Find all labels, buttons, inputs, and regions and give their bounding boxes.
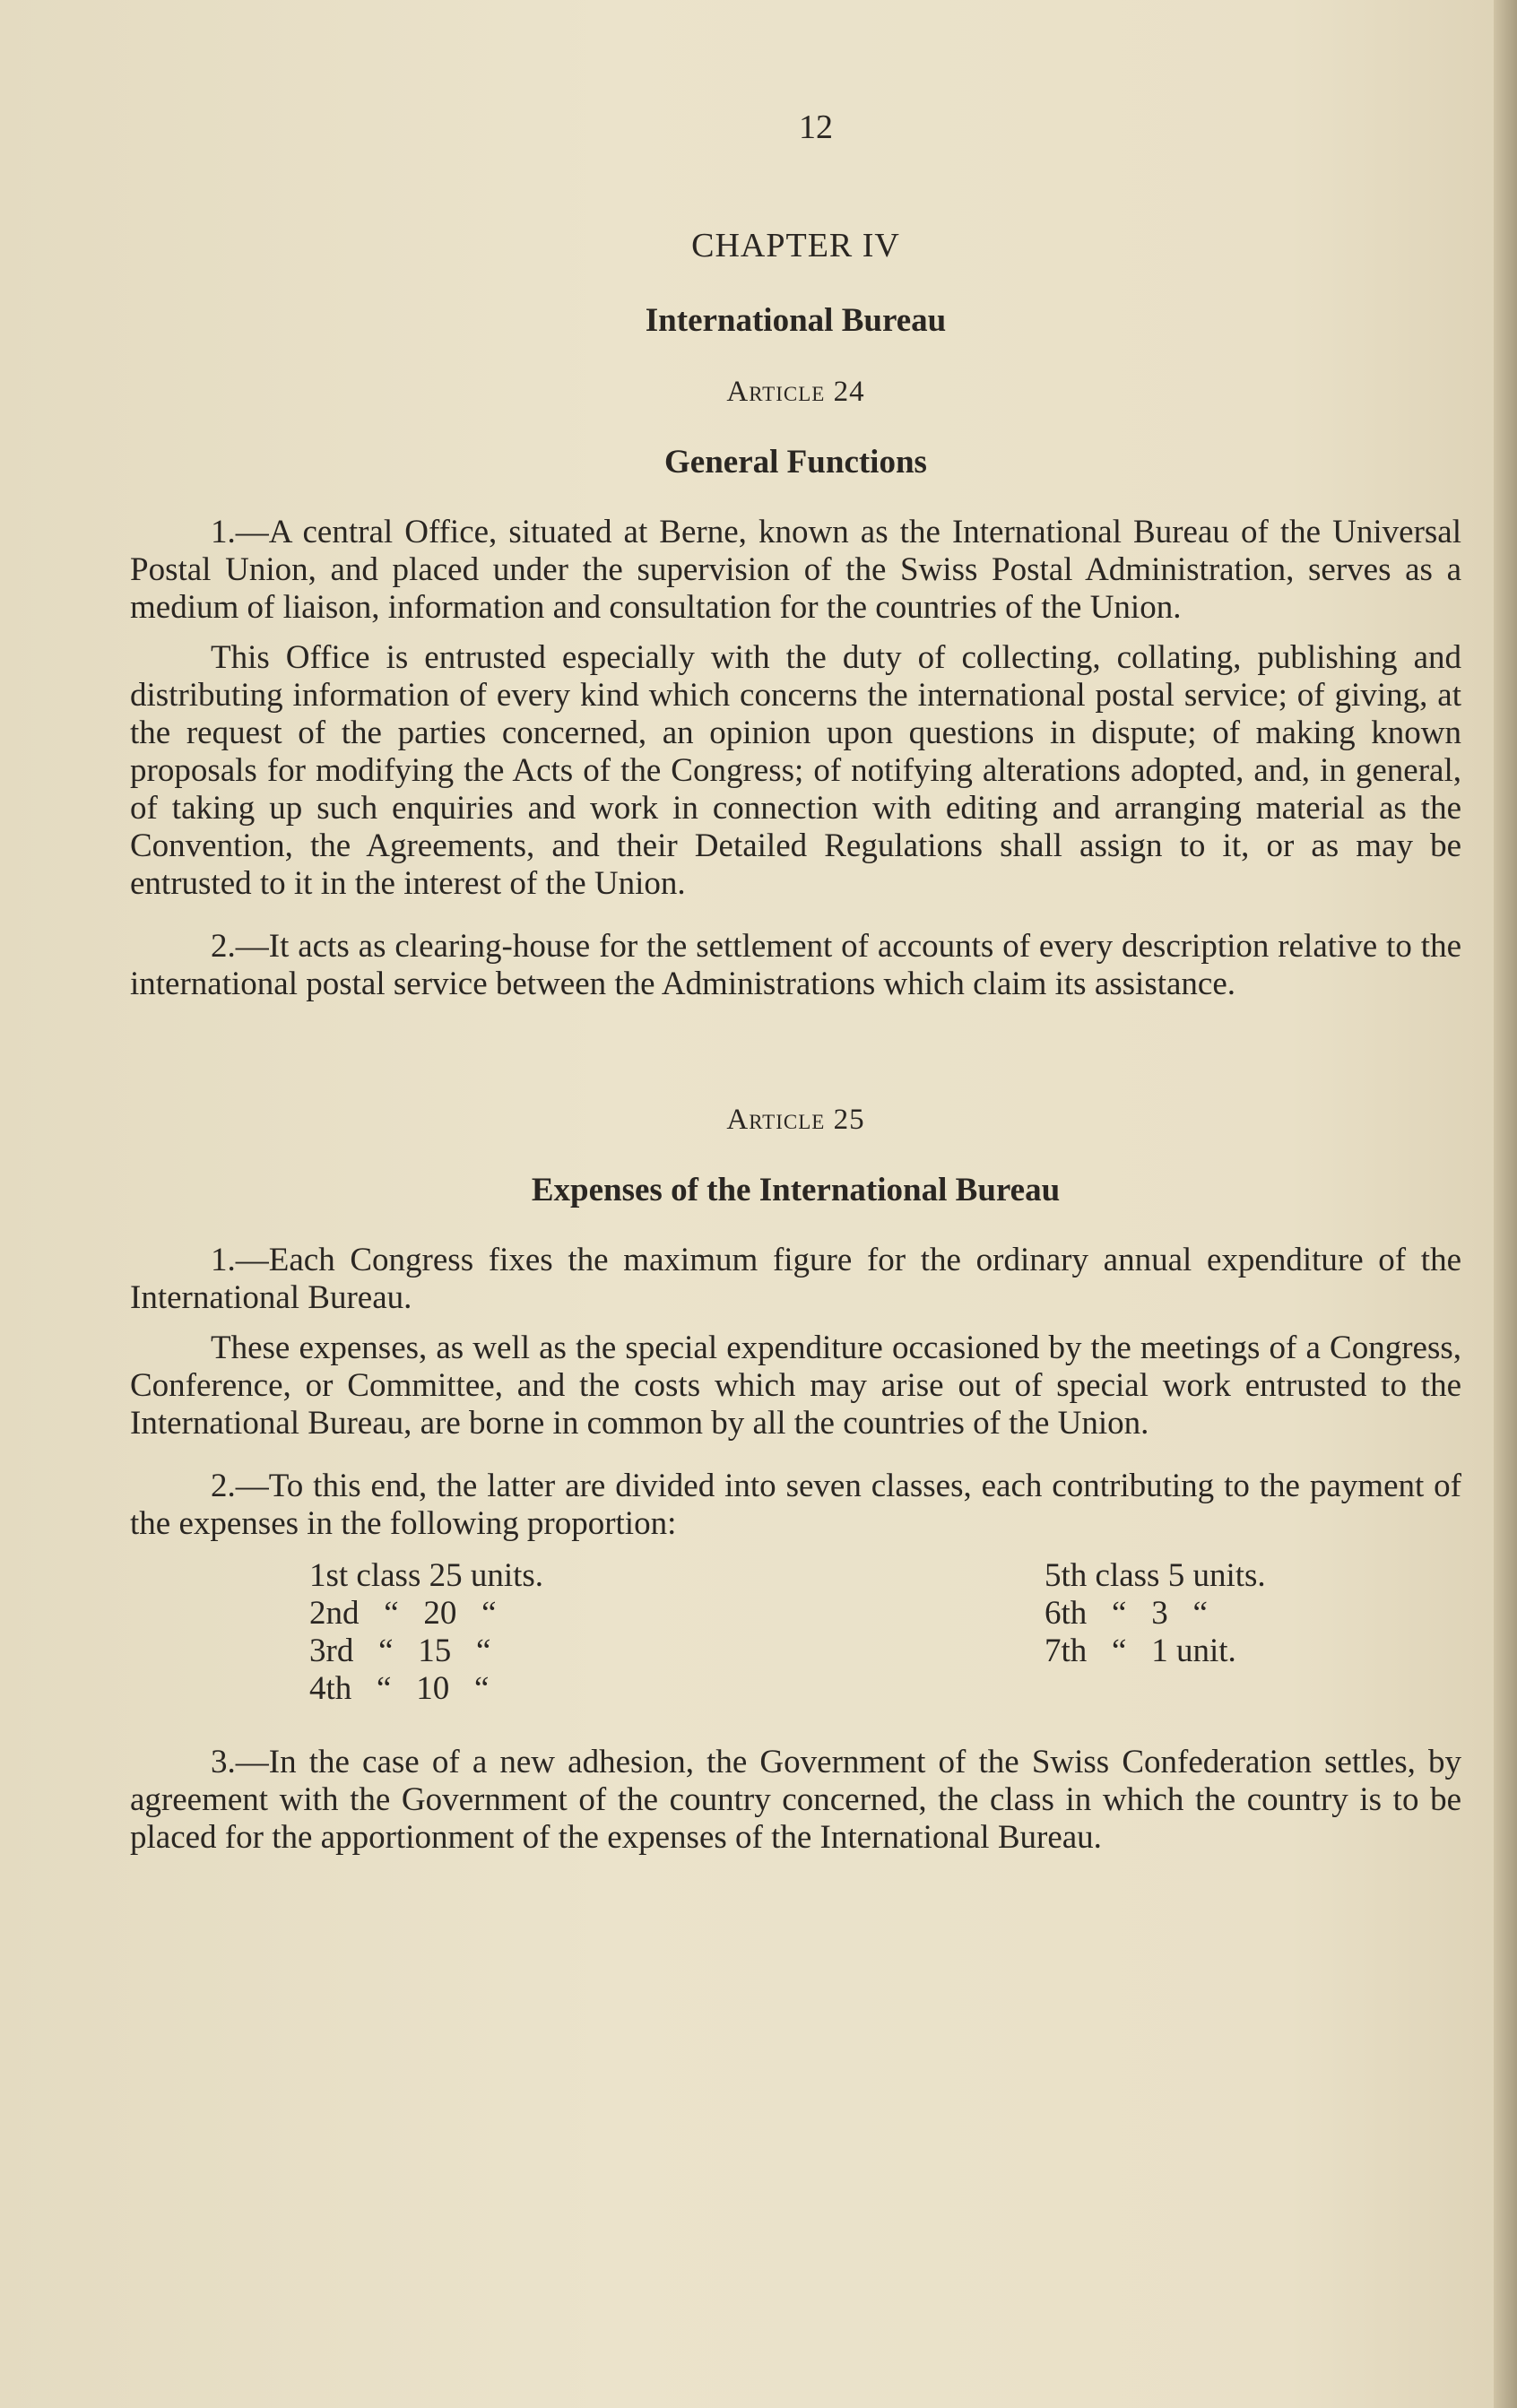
class-row: 1st class 25 units. — [309, 1557, 544, 1594]
chapter-title: International Bureau — [645, 302, 947, 339]
class-row: 4th “ 10 “ — [309, 1670, 490, 1707]
article-24-title: General Functions — [664, 444, 927, 481]
paragraph: 2.—It acts as clearing-house for the settlement of accounts of every description relative to the international postal service between the Administrations which claim its assistance. — [130, 928, 1461, 1002]
paragraph: This Office is entrusted especially with the duty of collecting, collating, publishing and distributing information of every kind which concerns the international postal service; of giving, at the request of the parties concerned, an opinion upon questions in dispute; of making known proposals for modifying the Acts of the Congress; of notifying alterations adopted, and, in general, of taking up such enquiries and work in connection with editing and arranging material as the Convention, the Agreements, and their Detailed Regulations shall assign to it, or as may be entrusted to it in the interest of the Union. — [130, 639, 1461, 902]
paragraph: These expenses, as well as the special expenditure occasioned by the meetings of a Congress, Conference, or Committee, and the costs which may arise out of special work entrusted to the International Bureau, are borne in common by all the countries of the Union. — [130, 1330, 1461, 1442]
class-row: 3rd “ 15 “ — [309, 1633, 491, 1669]
paragraph: 3.—In the case of a new adhesion, the Government of the Swiss Confederation settles, by agreement with the Government of the country concerned, the class in which the country is to be placed for the apportionment of the expenses of the International Bureau. — [130, 1744, 1461, 1856]
class-row: 5th class 5 units. — [1045, 1557, 1266, 1594]
paragraph: 2.—To this end, the latter are divided into seven classes, each contributing to the payment of the expenses in the following proportion: — [130, 1468, 1461, 1542]
classes-left-column — [309, 1557, 1045, 1708]
classes-right-column — [1045, 1557, 1340, 1708]
class-row: 2nd “ 20 “ — [309, 1595, 497, 1632]
article-25-heading — [130, 1104, 1461, 1137]
paragraph: 1.—A central Office, situated at Berne, known as the International Bureau of the Universal Postal Union, and placed under the supervision of the Swiss Postal Administration, serves as a medium of liaison, information and consultation for the countries of the Union. — [130, 514, 1461, 626]
paragraph: 1.—Each Congress fixes the maximum figure for the ordinary annual expenditure of the International Bureau. — [130, 1242, 1461, 1316]
chapter-heading: CHAPTER IV — [691, 227, 900, 264]
class-row: 6th “ 3 “ — [1045, 1595, 1208, 1632]
contribution-classes-table — [309, 1557, 1340, 1708]
page-number: 12 — [799, 108, 833, 146]
page-edge — [1494, 0, 1517, 2408]
article-24-heading — [130, 376, 1461, 409]
article-number: 24 — [833, 376, 865, 408]
article-25-title: Expenses of the International Bureau — [531, 1172, 1061, 1208]
article-word: Article — [726, 376, 826, 408]
class-row: 7th “ 1 unit. — [1045, 1633, 1236, 1669]
article-word: Article — [726, 1104, 826, 1136]
page-content — [130, 108, 1461, 1857]
article-number: 25 — [833, 1104, 865, 1136]
